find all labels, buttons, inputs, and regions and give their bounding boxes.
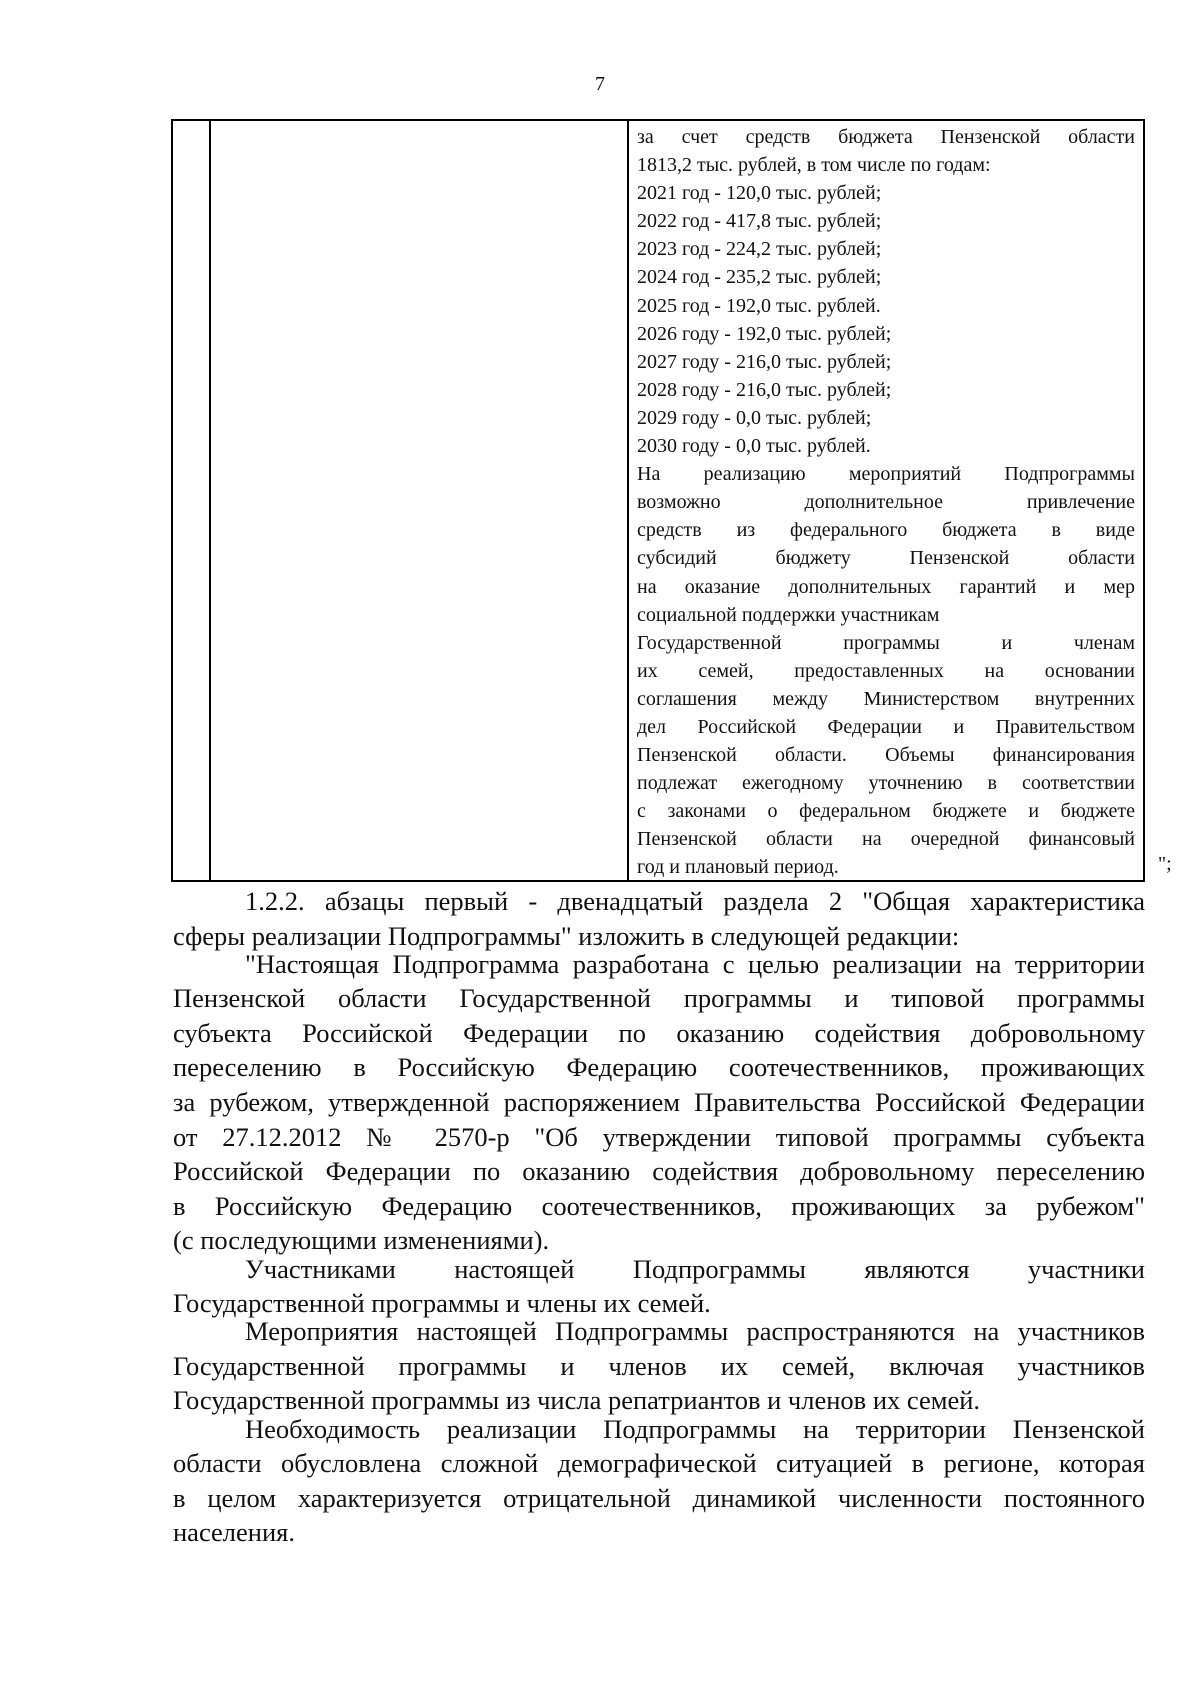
paragraph-line: от 27.12.2012 № 2570-р "Об утверждении типовой программы субъекта [173,1121,1145,1152]
table-line: за счет средств бюджета Пензенской области [637,126,1135,148]
table-line: 2027 году - 216,0 тыс. рублей; [637,350,892,373]
table-line: подлежат ежегодному уточнению в соответствии [637,772,1135,795]
table-line: 2022 год - 417,8 тыс. рублей; [637,210,882,233]
table-line: средств из федерального бюджета в виде [637,519,1135,542]
body-text [173,884,1145,1548]
table-line: социальной поддержки участникам [637,603,940,626]
table-line: их семей, предоставленных на основании [637,659,1135,682]
paragraph-line: Российской Федерации по оказанию содействия добровольному переселению [173,1156,1145,1187]
closing-quote: "; [1158,853,1172,875]
table-column-content [637,123,1135,882]
table-line: 2021 год - 120,0 тыс. рублей; [637,182,882,205]
table-line: 2024 год - 235,2 тыс. рублей; [637,266,882,289]
paragraph-line: 1.2.2. абзацы первый - двенадцатый раздела 2 "Общая характеристика [245,886,1145,916]
table-line: Государственной программы и членам [637,631,1135,654]
table-line: 2030 году - 0,0 тыс. рублей. [637,435,871,458]
table-line: 2028 году - 216,0 тыс. рублей; [637,378,892,401]
paragraph-line: Государственной программы из числа репатриантов и членов их семей. [173,1385,981,1416]
table-line: дел Российской Федерации и Правительством [637,715,1135,738]
paragraph-line: Государственной программы и члены их семей. [173,1288,711,1319]
table-line: Пензенской области на очередной финансовый [637,828,1135,851]
table-line: год и плановый период. [637,856,839,879]
paragraph-line: "Настоящая Подпрограмма разработана с целью реализации на территории [245,948,1145,979]
paragraph-line: Государственной программы и членов их семей, включая участников [173,1350,1145,1381]
paragraph-line: Необходимость реализации Подпрограммы на территории Пензенской [245,1413,1145,1444]
table-line: возможно дополнительное привлечение [637,491,1135,514]
table-line: 2023 год - 224,2 тыс. рублей; [637,238,882,261]
paragraph-line: в целом характеризуется отрицательной динамикой численности постоянного [173,1482,1145,1513]
paragraph-line: Участниками настоящей Подпрограммы являются участники [245,1253,1145,1284]
table-line: На реализацию мероприятий Подпрограммы [637,463,1135,486]
table-line: с законами о федеральном бюджете и бюджете [637,800,1135,823]
table-line: 2026 году - 192,0 тыс. рублей; [637,322,892,345]
paragraph-line: области обусловлена сложной демографической ситуацией в регионе, которая [173,1448,1145,1479]
table-line: на оказание дополнительных гарантий и мер [637,575,1135,598]
table-column-number [173,121,211,880]
paragraph-line: Мероприятия настоящей Подпрограммы распространяются на участников [245,1316,1145,1347]
paragraph-line: Пензенской области Государственной программы и типовой программы [173,983,1145,1014]
table-line: субсидий бюджету Пензенской области [637,547,1135,570]
page-number: 7 [595,73,605,95]
paragraph-line: за рубежом, утвержденной распоряжением Правительства Российской Федерации [173,1087,1145,1118]
paragraph-line: субъекта Российской Федерации по оказанию содействия добровольному [173,1017,1145,1048]
table-line: Пензенской области. Объемы финансирования [637,744,1135,767]
table-line: 2025 год - 192,0 тыс. рублей. [637,294,881,317]
table-line: соглашения между Министерством внутренних [637,687,1135,710]
funding-table [171,119,1145,882]
table-line: 2029 году - 0,0 тыс. рублей; [637,406,872,429]
table-column-label [211,121,629,880]
table-line: 1813,2 тыс. рублей, в том числе по годам: [637,154,991,177]
paragraph-line: в Российскую Федерацию соотечественников, проживающих за рубежом" [173,1190,1145,1221]
paragraph-line: сферы реализации Подпрограммы" изложить в следующей редакции: [173,920,960,951]
paragraph-line: населения. [173,1517,295,1548]
paragraph-line: (с последующими изменениями). [173,1225,550,1256]
paragraph-line: переселению в Российскую Федерацию соотечественников, проживающих [173,1052,1145,1083]
